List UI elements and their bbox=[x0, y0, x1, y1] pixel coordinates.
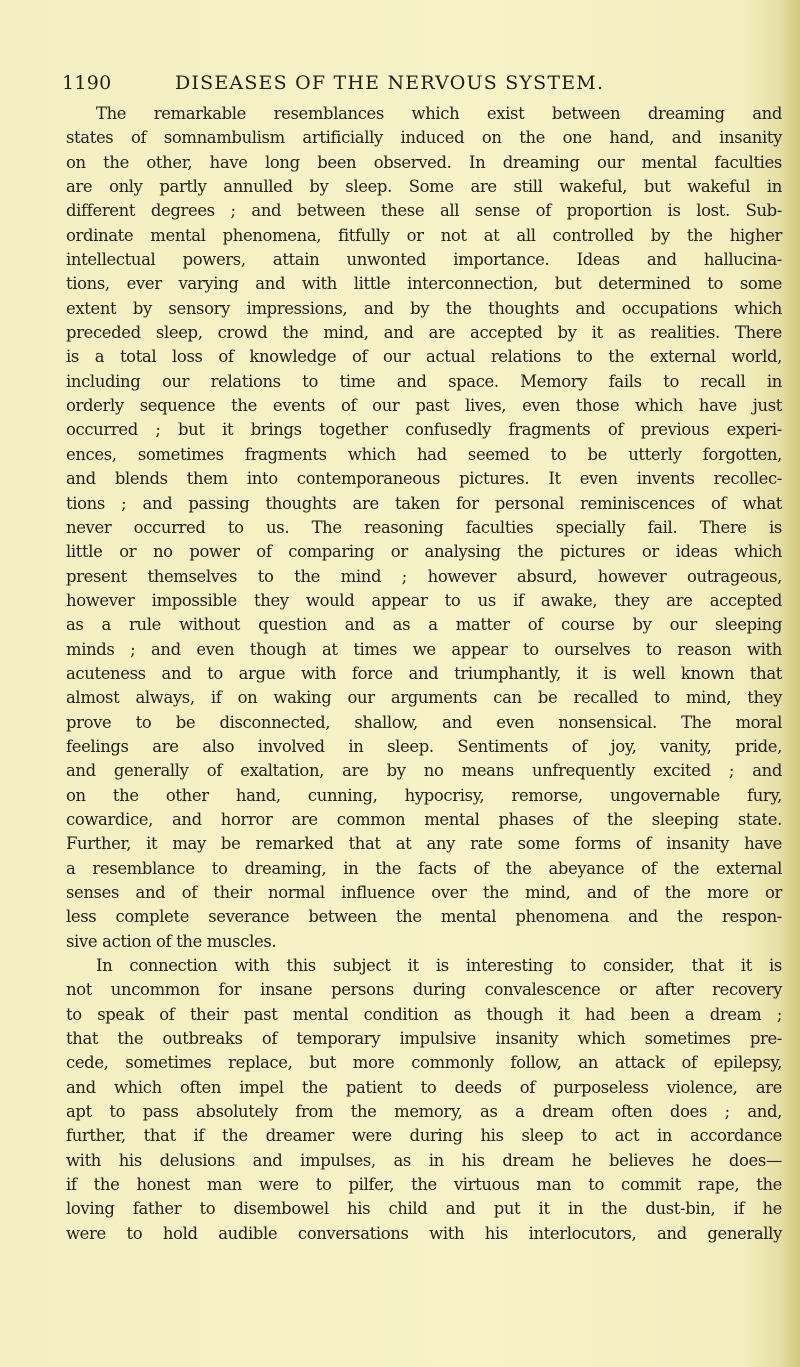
text-line: ordinate mental phenomena, fitfully or not at all controlled by the higher bbox=[66, 225, 782, 245]
text-line: extent by sensory impressions, and by the thoughts and occupations which bbox=[66, 298, 782, 318]
text-line: as a rule without question and as a matter of course by our sleeping bbox=[66, 615, 782, 635]
text-line: Further, it may be remarked that at any rate some forms of insanity have bbox=[66, 834, 782, 854]
text-line: tions, ever varying and with little interconnection, but determined to some bbox=[66, 274, 782, 294]
paragraph-first-line: The remarkable resemblances which exist between dreaming and bbox=[96, 104, 782, 123]
page-gutter-shadow bbox=[782, 0, 800, 1367]
text-line: however impossible they would appear to us if awake, they are accepted bbox=[66, 590, 782, 610]
text-line: acuteness and to argue with force and triumphantly, it is well known that bbox=[66, 663, 782, 683]
text-line: never occurred to us. The reasoning faculties specially fail. There is bbox=[66, 517, 782, 537]
text-line: ences, sometimes fragments which had seemed to be utterly forgotten, bbox=[66, 444, 782, 464]
text-line: almost always, if on waking our arguments can be recalled to mind, they bbox=[66, 688, 782, 708]
text-line: on the other hand, cunning, hypocrisy, remorse, ungovernable fury, bbox=[66, 785, 782, 805]
text-line: and which often impel the patient to deeds of purposeless violence, are bbox=[66, 1077, 782, 1097]
text-line: sive action of the muscles. bbox=[66, 931, 277, 951]
text-line: to speak of their past mental condition as though it had been a dream ; bbox=[66, 1004, 782, 1024]
text-line: that the outbreaks of temporary impulsive insanity which sometimes pre- bbox=[66, 1029, 782, 1049]
text-line: were to hold audible conversations with his interlocutors, and generally bbox=[66, 1223, 782, 1243]
paragraph-first-line: In connection with this subject it is interesting to consider, that it is bbox=[96, 956, 782, 976]
chapter-title: DISEASES OF THE NERVOUS SYSTEM. bbox=[175, 72, 605, 94]
text-line: a resemblance to dreaming, in the facts of the abeyance of the external bbox=[66, 858, 782, 878]
text-line: preceded sleep, crowd the mind, and are accepted by it as realities. There bbox=[66, 323, 782, 343]
body-text bbox=[66, 102, 782, 1246]
text-line: cowardice, and horror are common mental phases of the sleeping state. bbox=[66, 809, 782, 829]
text-line: little or no power of comparing or analysing the pictures or ideas which bbox=[66, 542, 782, 562]
text-line: are only partly annulled by sleep. Some are still wakeful, but wakeful in bbox=[66, 177, 782, 197]
text-line: including our relations to time and space. Memory fails to recall in bbox=[66, 371, 782, 391]
text-line: with his delusions and impulses, as in his dream he believes he does— bbox=[66, 1150, 782, 1170]
text-line: and generally of exaltation, are by no means unfrequently excited ; and bbox=[66, 761, 782, 781]
text-line: states of somnambulism artificially induced on the one hand, and insanity bbox=[66, 128, 782, 148]
text-line: orderly sequence the events of our past lives, even those which have just bbox=[66, 396, 782, 416]
text-line: apt to pass absolutely from the memory, as a dream often does ; and, bbox=[66, 1102, 782, 1122]
text-line: minds ; and even though at times we appear to ourselves to reason with bbox=[66, 639, 782, 659]
text-line: loving father to disembowel his child and put it in the dust-bin, if he bbox=[66, 1199, 782, 1219]
text-line: on the other, have long been observed. In dreaming our mental faculties bbox=[66, 152, 782, 172]
running-head bbox=[62, 72, 782, 98]
text-line: if the honest man were to pilfer, the virtuous man to commit rape, the bbox=[66, 1175, 782, 1195]
text-line: senses and of their normal influence over the mind, and of the more or bbox=[66, 883, 782, 902]
text-line: occurred ; but it brings together confusedly fragments of previous experi- bbox=[66, 420, 782, 440]
text-line: tions ; and passing thoughts are taken for personal reminiscences of what bbox=[66, 493, 782, 513]
page-number: 1190 bbox=[62, 72, 112, 94]
text-line: intellectual powers, attain unwonted importance. Ideas and hallucina- bbox=[66, 250, 782, 270]
text-line: feelings are also involved in sleep. Sentiments of joy, vanity, pride, bbox=[66, 736, 782, 756]
text-line: prove to be disconnected, shallow, and even nonsensical. The moral bbox=[66, 712, 782, 732]
text-line: and blends them into contemporaneous pictures. It even invents recollec- bbox=[66, 469, 782, 489]
text-line: cede, sometimes replace, but more commonly follow, an attack of epilepsy, bbox=[66, 1053, 782, 1073]
text-line: less complete severance between the mental phenomena and the respon- bbox=[66, 907, 782, 927]
text-line: further, that if the dreamer were during his sleep to act in accordance bbox=[66, 1126, 782, 1146]
text-line: not uncommon for insane persons during convalescence or after recovery bbox=[66, 980, 782, 1000]
text-line: present themselves to the mind ; however absurd, however outrageous, bbox=[66, 566, 782, 586]
text-line: is a total loss of knowledge of our actual relations to the external world, bbox=[66, 347, 782, 367]
text-line: different degrees ; and between these all sense of proportion is lost. Sub- bbox=[66, 201, 782, 221]
